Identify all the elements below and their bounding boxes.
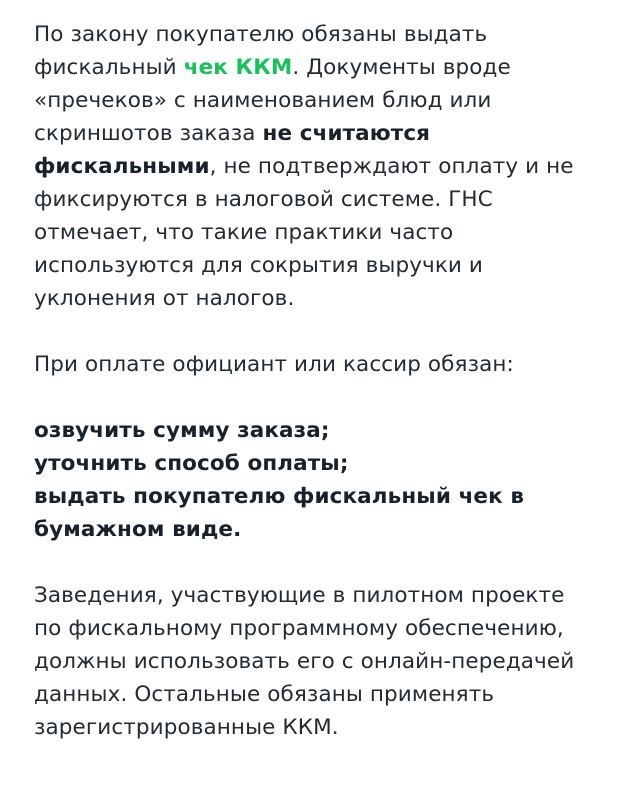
text-span: «пречеков» с наименованием блюд или: [34, 88, 492, 113]
text-line: [34, 216, 634, 249]
text-line: [34, 612, 634, 645]
article-body: [34, 18, 634, 744]
text-span: бумажном виде.: [34, 517, 242, 542]
text-span: По закону покупателю обязаны выдать: [34, 22, 488, 47]
text-line: [34, 645, 634, 678]
text-line: [34, 150, 634, 183]
text-line: [34, 84, 634, 117]
paragraph-spacer: [34, 315, 634, 348]
text-span: должны использовать его с онлайн-передачей: [34, 649, 575, 674]
duty-item: [34, 414, 634, 447]
text-line: [34, 579, 634, 612]
text-span: скриншотов заказа: [34, 121, 263, 146]
paragraph-payment-intro: [34, 348, 634, 381]
text-line: [34, 18, 634, 51]
paragraph-spacer: [34, 381, 634, 414]
text-span: выдать покупателю фискальный чек в: [34, 484, 525, 509]
text-span: отмечает, что такие практики часто: [34, 220, 454, 245]
text-span: зарегистрированные ККМ.: [34, 715, 339, 740]
text-span: . Документы вроде: [292, 55, 511, 80]
text-span: фискальный: [34, 55, 184, 80]
duty-item: [34, 480, 634, 513]
text-span: уточнить способ оплаты;: [34, 451, 349, 476]
text-span: используются для сокрытия выручки и: [34, 253, 483, 278]
bold-emphasis: фискальными: [34, 154, 210, 179]
text-span: , не подтверждают оплату и не: [209, 154, 574, 179]
text-line: [34, 282, 634, 315]
duty-item: [34, 513, 634, 546]
text-span: При оплате официант или кассир обязан:: [34, 352, 514, 377]
text-line: [34, 348, 634, 381]
bold-emphasis: не считаются: [262, 121, 431, 146]
text-line: [34, 678, 634, 711]
duty-item: [34, 447, 634, 480]
paragraph-pilot-project: [34, 579, 634, 744]
paragraph-spacer: [34, 546, 634, 579]
text-line: [34, 183, 634, 216]
text-line: [34, 117, 634, 150]
text-span: озвучить сумму заказа;: [34, 418, 330, 443]
highlight-kkm-receipt: чек ККМ: [183, 55, 293, 80]
text-line: [34, 249, 634, 282]
text-span: фиксируются в налоговой системе. ГНС: [34, 187, 493, 212]
duties-list: [34, 414, 634, 546]
text-line: [34, 711, 634, 744]
text-line: [34, 51, 634, 84]
text-span: по фискальному программному обеспечению,: [34, 616, 564, 641]
text-span: Заведения, участвующие в пилотном проекте: [34, 583, 565, 608]
text-span: уклонения от налогов.: [34, 286, 295, 311]
paragraph-receipt-law: [34, 18, 634, 315]
text-span: данных. Остальные обязаны применять: [34, 682, 495, 707]
